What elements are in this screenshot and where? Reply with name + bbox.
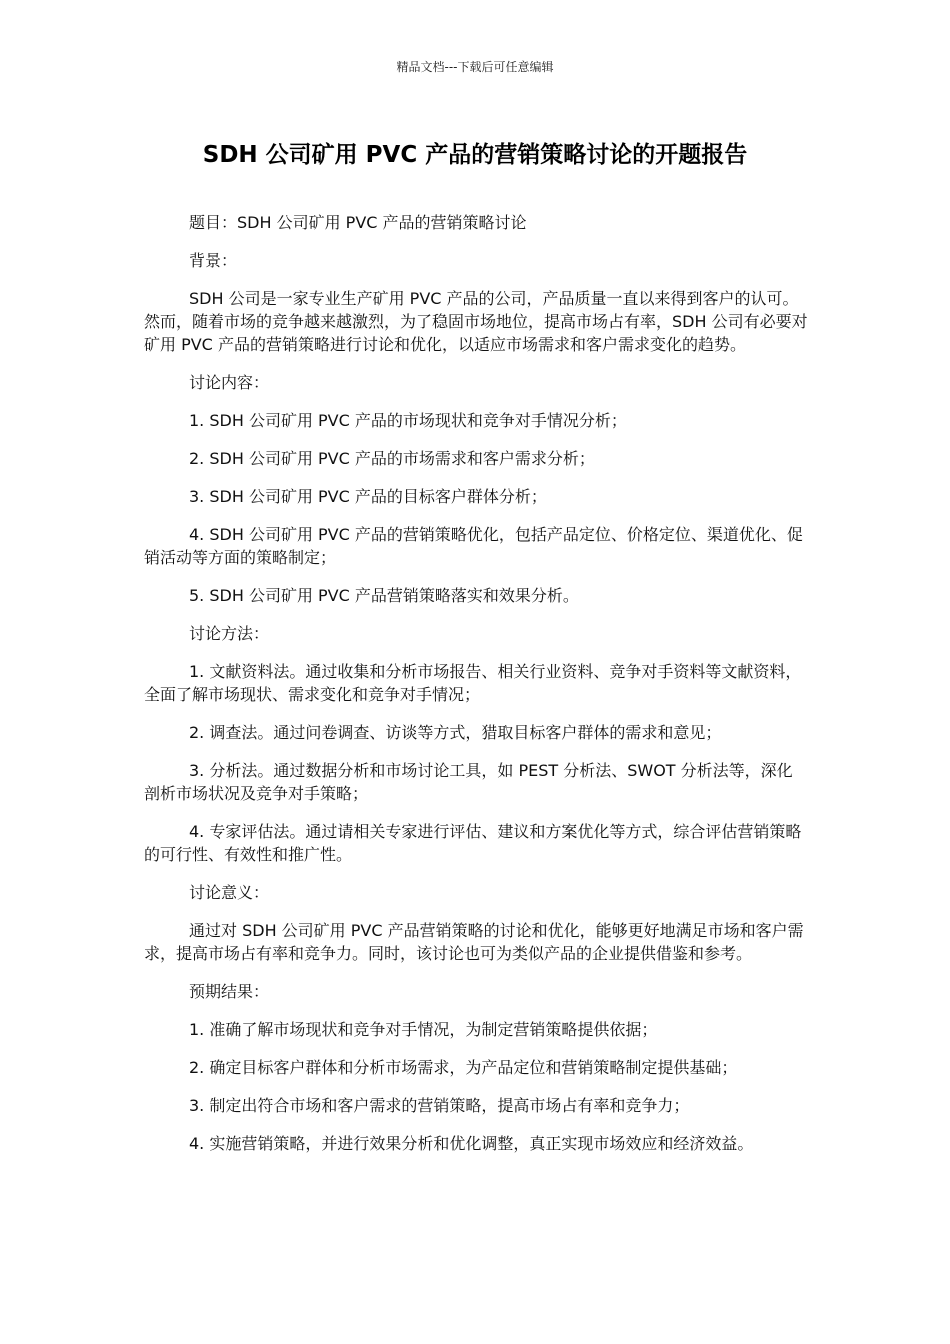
discussion-content-heading: 讨论内容： bbox=[189, 373, 270, 392]
content-item-1: 1. SDH 公司矿用 PVC 产品的市场现状和竞争对手情况分析； bbox=[189, 411, 627, 430]
content-item-2: 2. SDH 公司矿用 PVC 产品的市场需求和客户需求分析； bbox=[189, 449, 595, 468]
result-item-2: 2. 确定目标客户群体和分析市场需求，为产品定位和营销策略制定提供基础； bbox=[189, 1058, 738, 1077]
topic-paragraph: 题目：SDH 公司矿用 PVC 产品的营销策略讨论 bbox=[189, 213, 527, 232]
document-title: SDH 公司矿用 PVC 产品的营销策略讨论的开题报告 bbox=[202, 142, 748, 168]
method-item-1: 1. 文献资料法。通过收集和分析市场报告、相关行业资料、竞争对手资料等文献资料，全面了解市场现状、需求变化和竞争对手情况； bbox=[144, 662, 802, 704]
document-body bbox=[144, 211, 808, 1170]
result-item-4: 4. 实施营销策略，并进行效果分析和优化调整，真正实现市场效应和经济效益。 bbox=[189, 1134, 754, 1153]
content-item-3: 3. SDH 公司矿用 PVC 产品的目标客户群体分析； bbox=[189, 487, 547, 506]
background-paragraph: SDH 公司是一家专业生产矿用 PVC 产品的公司，产品质量一直以来得到客户的认可。然而，随着市场的竞争越来越激烈，为了稳固市场地位，提高市场占有率，SDH 公司有必要对矿用 PVC 产品的营销策略进行讨论和优化，以适应市场需求和客户需求变化的趋势。 bbox=[144, 289, 808, 354]
result-item-3: 3. 制定出符合市场和客户需求的营销策略，提高市场占有率和竞争力； bbox=[189, 1096, 690, 1115]
significance-heading: 讨论意义： bbox=[189, 883, 270, 902]
method-item-3: 3. 分析法。通过数据分析和市场讨论工具，如 PEST 分析法、SWOT 分析法等，深化剖析市场状况及竞争对手策略； bbox=[144, 761, 793, 803]
discussion-method-heading: 讨论方法： bbox=[189, 624, 270, 643]
result-item-1: 1. 准确了解市场现状和竞争对手情况，为制定营销策略提供依据； bbox=[189, 1020, 658, 1039]
content-item-4: 4. SDH 公司矿用 PVC 产品的营销策略优化，包括产品定位、价格定位、渠道优化、促销活动等方面的策略制定； bbox=[144, 525, 803, 567]
method-item-2: 2. 调查法。通过问卷调查、访谈等方式，猎取目标客户群体的需求和意见； bbox=[189, 723, 722, 742]
header-note: 精品文档---下载后可任意编辑 bbox=[396, 60, 554, 74]
background-heading: 背景： bbox=[189, 251, 238, 270]
content-item-5: 5. SDH 公司矿用 PVC 产品营销策略落实和效果分析。 bbox=[189, 586, 579, 605]
expected-results-heading: 预期结果： bbox=[189, 982, 270, 1001]
method-item-4: 4. 专家评估法。通过请相关专家进行评估、建议和方案优化等方式，综合评估营销策略的可行性、有效性和推广性。 bbox=[144, 822, 802, 864]
significance-paragraph: 通过对 SDH 公司矿用 PVC 产品营销策略的讨论和优化，能够更好地满足市场和客户需求，提高市场占有率和竞争力。同时，该讨论也可为类似产品的企业提供借鉴和参考。 bbox=[144, 921, 804, 963]
